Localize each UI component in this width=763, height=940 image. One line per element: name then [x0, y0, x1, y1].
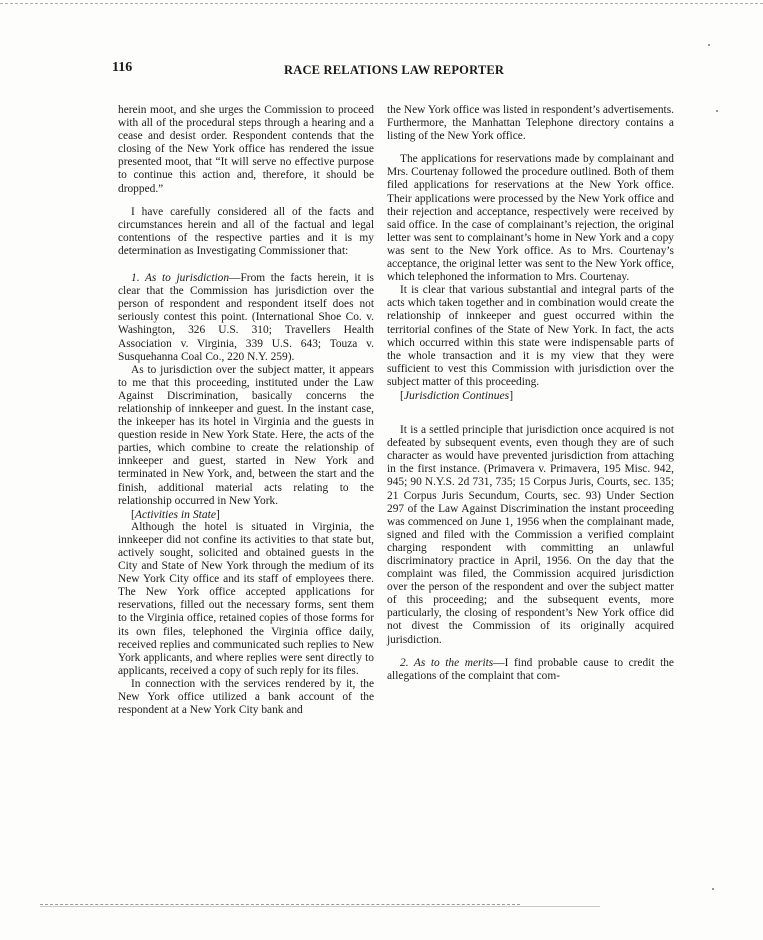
scan-speck: [708, 44, 710, 46]
paragraph-jurisdiction: [118, 272, 374, 364]
running-head: RACE RELATIONS LAW REPORTER: [284, 63, 505, 77]
subhead-text: Jurisdiction Continues: [403, 388, 510, 402]
paragraph: As to jurisdiction over the subject matter, it appears to me that this proceeding, instituted under the Law Against Discrimination, basically concerns the relationship of innkeeper and guest. In the instant case, the inkeeper has its hotel in Virginia and the guests in question reside in New York State. Here, the acts of the parties, which combine to create the relationship of innkeeper and guest, started in New York and terminated in New York, and, between the start and the finish, additional material acts relating to the relationship occurred in New York.: [118, 363, 374, 507]
paragraph-body: —I find probable cause to credit the allegations of the complaint that com-: [387, 656, 674, 682]
paragraph: herein moot, and she urges the Commission to proceed with all of the procedural steps through a hearing and a cease and desist order. Respondent contends that the closing of the New York office has rendered the issue presented moot, that “It will serve no effective purpose to continue this action and, therefore, it should be dropped.”: [118, 104, 374, 195]
section-subhead: [Jurisdiction Continues]: [400, 388, 514, 402]
paragraph: the New York office was listed in respondent’s advertisements. Furthermore, the Manhattan Telephone directory contains a listing of the New York office.: [387, 104, 674, 143]
paragraph: The applications for reservations made by complainant and Mrs. Courtenay followed the procedure outlined. Both of them filed applications for reservations at the New York office. Their applications were processed by the New York office and their rejection and acceptance, respectively were received by said office. In the case of complainant’s rejection, the original letter was sent to complainant’s home in New York and a copy was sent to the New York office. As to Mrs. Courtenay’s acceptance, the original letter was sent to the New York office, which telephoned the information to Mrs. Courtenay.: [387, 153, 674, 284]
bottom-scan-line: [40, 906, 600, 907]
page-header: [0, 60, 763, 80]
top-scan-edge: [0, 3, 763, 4]
scan-speck: [712, 888, 714, 890]
paragraph: I have carefully considered all of the facts and circumstances herein and all of the factual and legal contentions of the respective parties and it is my determination as Investigating Commissioner that:: [118, 205, 374, 257]
paragraph: It is a settled principle that jurisdiction once acquired is not defeated by subsequent events, even though they are of such character as would have prevented jurisdiction from attaching in the first instance. (Primavera v. Primavera, 195 Misc. 942, 945; 90 N.Y.S. 2d 731, 735; 15 Corpus Juris, Courts, sec. 135; 21 Corpus Juris Secundum, Courts, sec. 93) Under Section 297 of the Law Against Discrimination the instant proceeding was commenced on June 1, 1956 when the complainant made, signed and filed with the Commission a verified complaint charging respondent with committing an unlawful discriminatory practice in April, 1956. On the day that the complaint was filed, the Commission acquired jurisdiction over the person of the respondent and over the subject matter of this proceeding; and the subsequent events, more particularly, the closing of respondent’s New York office did not divest the Commission of its originally acquired jurisdiction.: [387, 424, 674, 646]
scan-speck: [716, 110, 718, 112]
subhead-text: Activities in State: [134, 507, 217, 521]
right-column: [387, 104, 674, 683]
section-subhead: [Activities in State]: [131, 507, 220, 521]
paragraph: Although the hotel is situated in Virginia, the innkeeper did not confine its activities to that state but, actively sought, solicited and obtained guests in the City and State of New York through the medium of its New York City office and its staff of employees there. The New York office accepted applications for reservations, filled out the necessary forms, sent them to the Virginia office, retained copies of those forms for its own files, telephoned the Virginia office daily, received replies and communicated such replies to New York applicants, and where replies were sent directly to applicants, received a copy of such reply for its files.: [118, 520, 374, 677]
page-number: 116: [112, 60, 133, 75]
paragraph-body: —From the facts herein, it is clear that the Commission has jurisdiction over the person of respondent and respondent itself does not seriously contest this point. (International Shoe Co. v. Washington, 326 U.S. 310; Travellers Health Association v. Virginia, 339 U.S. 643; Touza v. Susquehanna Coal Co., 220 N.Y. 259).: [118, 272, 374, 363]
bottom-scan-edge: [40, 904, 520, 905]
paragraph: In connection with the services rendered by it, the New York office utilized a bank account of the respondent at a New York City bank and: [118, 677, 374, 717]
paragraph-lead: 1. As to jurisdiction: [131, 272, 230, 285]
paragraph-lead: 2. As to the merits: [400, 656, 494, 669]
paragraph-merits: [387, 657, 674, 683]
paragraph: It is clear that various substantial and integral parts of the acts which taken together and in combination would create the relationship of innkeeper and guest occurred within the territorial confines of the State of New York. In fact, the acts which occurred within this state were indispensable parts of the whole transaction and it is my view that they were sufficient to vest this Commission with jurisdiction over the subject matter of this proceeding.: [387, 284, 674, 388]
left-column: [118, 104, 374, 717]
